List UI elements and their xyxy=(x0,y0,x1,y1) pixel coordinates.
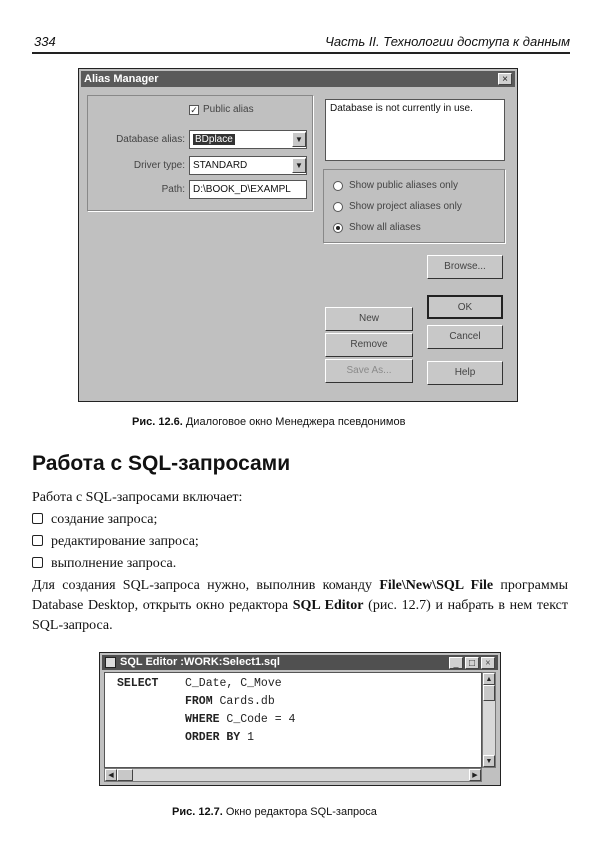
radio-all-aliases[interactable] xyxy=(333,223,343,233)
vertical-scrollbar[interactable] xyxy=(482,672,496,768)
bullet-text: выполнение запроса. xyxy=(51,556,177,571)
database-alias-label: Database alias: xyxy=(116,134,185,145)
scroll-up-icon[interactable]: ▲ xyxy=(483,673,495,685)
radio-project-label: Show project aliases only xyxy=(349,201,462,212)
sql-keyword: FROM xyxy=(185,695,213,708)
ok-button[interactable]: OK xyxy=(427,295,503,319)
bullet-box xyxy=(32,557,43,568)
scroll-left-icon[interactable]: ◀ xyxy=(105,769,117,781)
browse-button[interactable]: Browse... xyxy=(427,255,503,279)
paragraph-text: программы Database Desktop, открыть окно редактора xyxy=(32,578,568,613)
bullet-text: создание запроса; xyxy=(51,512,158,527)
running-title: Часть II. Технологии доступа к данным xyxy=(325,34,570,49)
sql-keyword: WHERE xyxy=(185,713,220,726)
scroll-thumb[interactable] xyxy=(483,685,495,701)
chevron-down-icon[interactable]: ▼ xyxy=(292,132,306,147)
sql-line-4 xyxy=(185,731,254,744)
section-heading: Работа с SQL-запросами xyxy=(32,452,291,475)
alias-manager-dialog xyxy=(78,68,518,402)
sql-text: Cards.db xyxy=(212,695,275,708)
close-icon[interactable]: × xyxy=(481,657,495,669)
cancel-button[interactable]: Cancel xyxy=(427,325,503,349)
radio-project-aliases[interactable] xyxy=(333,202,343,212)
close-icon[interactable]: × xyxy=(498,73,512,85)
sql-line-2 xyxy=(185,695,275,708)
public-alias-checkbox[interactable]: ✓ xyxy=(190,105,198,115)
sql-line-1 xyxy=(117,677,158,690)
sql-keyword: ORDER BY xyxy=(185,731,241,744)
sql-text-area[interactable] xyxy=(104,672,482,768)
scroll-thumb[interactable] xyxy=(117,769,133,781)
driver-type-label: Driver type: xyxy=(133,160,185,171)
bullet-box xyxy=(32,513,43,524)
sql-editor-title: SQL Editor :WORK:Select1.sql xyxy=(120,656,280,668)
dialog-title: Alias Manager xyxy=(84,73,159,85)
status-box xyxy=(325,99,505,161)
scroll-right-icon[interactable]: ▶ xyxy=(469,769,481,781)
paragraph-command: File\New\SQL File xyxy=(379,578,494,593)
bullet-item xyxy=(32,554,176,574)
figure-12-7-label: Рис. 12.7. xyxy=(172,806,223,818)
remove-button[interactable]: Remove xyxy=(325,333,413,357)
sql-line-1-fields xyxy=(185,677,282,690)
scroll-down-icon[interactable]: ▼ xyxy=(483,755,495,767)
maximize-icon[interactable]: □ xyxy=(465,657,479,669)
bullet-box xyxy=(32,535,43,546)
path-input[interactable]: D:\BOOK_D\EXAMPL xyxy=(189,180,307,199)
sql-keyword: SELECT xyxy=(117,677,159,690)
driver-type-combo[interactable]: STANDARD xyxy=(189,156,307,175)
public-alias-label: Public alias xyxy=(203,104,254,115)
page-number: 334 xyxy=(34,34,56,49)
status-text: Database is not currently in use. xyxy=(330,103,473,114)
database-alias-combo[interactable] xyxy=(189,130,307,149)
minimize-icon[interactable]: _ xyxy=(449,657,463,669)
sql-line-3 xyxy=(185,713,295,726)
bullet-text: редактирование запроса; xyxy=(51,534,199,549)
new-button[interactable]: New xyxy=(325,307,413,331)
paragraph-editor-name: SQL Editor xyxy=(292,598,364,613)
radio-all-label: Show all aliases xyxy=(349,222,421,233)
sql-text: C_Code = 4 xyxy=(219,713,296,726)
section-paragraph xyxy=(32,576,568,636)
dialog-title-bar xyxy=(81,71,515,87)
figure-12-7-caption xyxy=(172,806,377,818)
paragraph-text: (рис. 12.7) и набрать в нем текст SQL-запроса. xyxy=(32,598,568,633)
figure-12-6-label: Рис. 12.6. xyxy=(132,416,183,428)
horizontal-scrollbar[interactable] xyxy=(104,768,482,782)
figure-12-6-caption xyxy=(132,416,405,428)
radio-public-aliases[interactable] xyxy=(333,181,343,191)
sql-text: 1 xyxy=(240,731,255,744)
chevron-down-icon[interactable]: ▼ xyxy=(292,158,306,173)
header-rule xyxy=(32,52,570,54)
path-label: Path: xyxy=(161,184,185,195)
bullet-item xyxy=(32,510,157,530)
help-button[interactable]: Help xyxy=(427,361,503,385)
save-as-button[interactable]: Save As... xyxy=(325,359,413,383)
sql-text: C_Date, C_Move xyxy=(185,677,282,690)
app-icon xyxy=(105,657,116,668)
paragraph-text: Для создания SQL-запроса нужно, выполнив команду xyxy=(32,578,380,593)
figure-12-7-text: Окно редактора SQL-запроса xyxy=(222,806,377,818)
sql-editor-window xyxy=(99,652,501,786)
figure-12-6-text: Диалоговое окно Менеджера псевдонимов xyxy=(182,416,406,428)
radio-public-label: Show public aliases only xyxy=(349,180,458,191)
sql-editor-title-bar xyxy=(102,655,498,670)
bullet-item xyxy=(32,532,199,552)
section-intro: Работа с SQL-запросами включает: xyxy=(32,490,243,505)
database-alias-value: BDplace xyxy=(195,134,233,145)
